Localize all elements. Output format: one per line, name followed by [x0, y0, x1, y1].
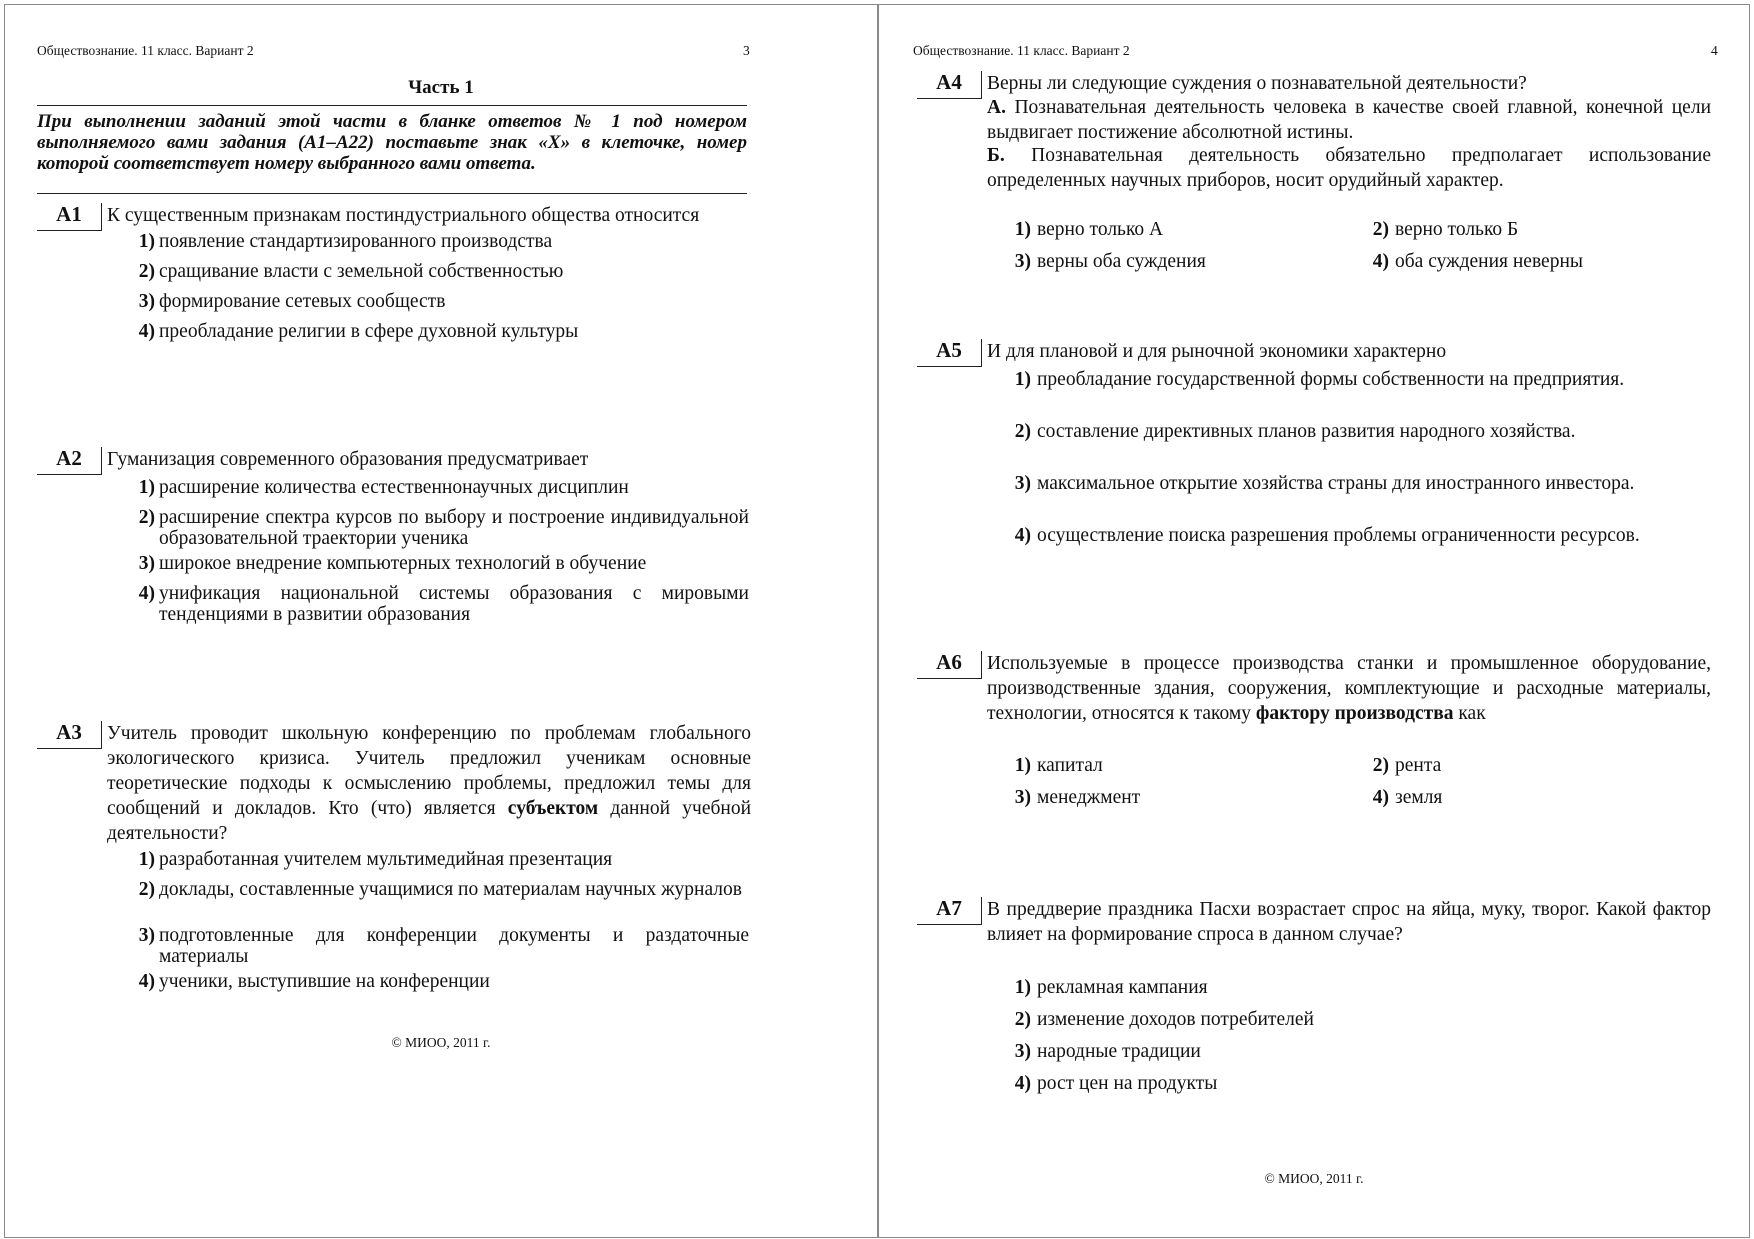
option-number: 1): [1014, 755, 1031, 776]
option-number: 2): [138, 879, 155, 900]
option-text: унификация национальной системы образования с мировыми тенденциями в развитии образования: [159, 583, 749, 625]
option-number: 1): [138, 849, 155, 870]
answer-option: [1005, 1041, 1711, 1063]
answer-option: [129, 583, 749, 625]
answer-option: [129, 291, 749, 313]
page-footer: © МИОО, 2011 г.: [1264, 1171, 1364, 1186]
answer-option: [129, 507, 749, 549]
question-text-part: как: [1458, 703, 1486, 724]
answer-option: [129, 261, 749, 283]
task-label: А4: [917, 71, 982, 99]
option-text: осуществление поиска разрешения проблемы ограниченности ресурсов.: [1037, 525, 1640, 546]
option-text: народные традиции: [1037, 1041, 1201, 1062]
option-number: 2): [1014, 1009, 1031, 1030]
statement-text: Познавательная деятельность обязательно предполагает использование определенных научных приборов, носит орудийный характер.: [987, 145, 1711, 191]
task-a2: [37, 447, 749, 627]
answer-option: [1363, 219, 1663, 241]
option-number: 4): [1372, 787, 1389, 808]
option-number: 4): [138, 583, 155, 604]
option-text: рост цен на продукты: [1037, 1073, 1218, 1094]
divider: [37, 105, 747, 106]
page-header: Обществознание. 11 класс. Вариант 2: [37, 43, 254, 58]
answer-option: [129, 849, 749, 871]
task-a7: [917, 897, 1711, 1157]
answer-option: [1005, 977, 1711, 999]
option-number: 4): [1014, 1073, 1031, 1094]
option-text: верны оба суждения: [1037, 251, 1206, 272]
question-text-part: данной учебной деятельности?: [107, 798, 752, 844]
option-text: подготовленные для конференции документы и раздаточные материалы: [159, 925, 749, 967]
option-text: преобладание государственной формы собственности на предприятия.: [1037, 369, 1625, 390]
answer-option: [129, 879, 749, 921]
answer-option: [129, 477, 749, 499]
task-label: А3: [37, 721, 102, 749]
option-number: 4): [1372, 251, 1389, 272]
question-text: Верны ли следующие суждения о познавательной деятельности?: [987, 73, 1527, 94]
statement-label: А.: [987, 97, 1006, 118]
part-title: Часть 1: [408, 77, 474, 98]
question-text: В преддверие праздника Пасхи возрастает спрос на яйца, муку, творог. Какой фактор влияет на формирование спроса в данном случае?: [987, 899, 1711, 945]
option-number: 3): [1014, 1041, 1031, 1062]
page-number: 4: [1711, 43, 1718, 58]
option-number: 3): [138, 553, 155, 574]
answer-option: [1005, 787, 1305, 809]
option-text: земля: [1395, 787, 1443, 808]
question-emphasis: фактору производства: [1255, 703, 1454, 724]
answer-option: [129, 925, 749, 967]
page-number: 3: [743, 43, 750, 58]
answer-option: [1363, 755, 1663, 777]
question-text-part: Учитель проводит школьную конференцию по проблемам глобального экологического кризиса. Учитель предложил ученикам основные теоретические подходы к осмыслению проблемы, предложил темы для сообщений и докладов. Кто (что) является: [107, 723, 751, 819]
answer-option: [1363, 787, 1663, 809]
answer-option: [1005, 369, 1711, 411]
option-text: сращивание власти с земельной собственностью: [159, 261, 564, 282]
question-text: [987, 651, 1711, 726]
option-number: 1): [138, 477, 155, 498]
statement-b: [987, 143, 1711, 193]
option-number: 2): [1014, 421, 1031, 442]
answer-option: [129, 231, 749, 253]
statement-a: [987, 95, 1711, 145]
question-text: К существенным признакам постиндустриального общества относится: [107, 205, 700, 226]
answer-option: [129, 553, 749, 575]
option-number: 4): [138, 321, 155, 342]
option-number: 1): [1014, 977, 1031, 998]
page-header: Обществознание. 11 класс. Вариант 2: [913, 43, 1130, 58]
option-number: 3): [1014, 787, 1031, 808]
option-number: 3): [1014, 473, 1031, 494]
option-text: расширение количества естественнонаучных дисциплин: [159, 477, 629, 498]
option-number: 3): [1014, 251, 1031, 272]
option-number: 2): [138, 261, 155, 282]
option-text: верно только А: [1037, 219, 1164, 240]
task-label: А1: [37, 203, 102, 231]
option-text: формирование сетевых сообществ: [159, 291, 446, 312]
answer-option: [1005, 525, 1711, 567]
option-text: рента: [1395, 755, 1442, 776]
option-text: разработанная учителем мультимедийная презентация: [159, 849, 613, 870]
option-number: 4): [138, 971, 155, 992]
option-text: оба суждения неверны: [1395, 251, 1583, 272]
answer-option: [1005, 251, 1305, 273]
answer-option: [1005, 755, 1305, 777]
answer-option: [1363, 251, 1663, 273]
option-number: 2): [138, 507, 155, 528]
option-text: максимальное открытие хозяйства страны для иностранного инвестора.: [1037, 473, 1635, 494]
answer-option: [1005, 421, 1711, 463]
question-text: [107, 721, 751, 846]
question-text-part: Используемые в процессе производства станки и промышленное оборудование, производственные здания, сооружения, комплектующие и расходные материалы, технологии, относятся к такому: [987, 653, 1711, 724]
answer-option: [1005, 473, 1711, 515]
option-text: изменение доходов потребителей: [1037, 1009, 1314, 1030]
option-text: широкое внедрение компьютерных технологий в обучение: [159, 553, 647, 574]
answer-option: [1005, 1073, 1711, 1095]
task-a5: [917, 339, 1711, 619]
option-text: преобладание религии в сфере духовной культуры: [159, 321, 579, 342]
statement-text: Познавательная деятельность человека в качестве своей главной, конечной цели выдвигает постижение абсолютной истины.: [987, 97, 1712, 143]
question-emphasis: субъектом: [507, 798, 599, 819]
option-text: доклады, составленные учащимися по материалам научных журналов: [159, 879, 742, 900]
task-a1: [37, 203, 749, 353]
answer-option: [1005, 219, 1305, 241]
statement-label: Б.: [987, 145, 1005, 166]
option-text: рекламная кампания: [1037, 977, 1208, 998]
option-text: капитал: [1037, 755, 1103, 776]
answer-option: [129, 971, 749, 993]
option-text: составление директивных планов развития народного хозяйства.: [1037, 421, 1576, 442]
option-number: 2): [1372, 219, 1389, 240]
task-a6: [917, 651, 1711, 871]
option-number: 3): [138, 291, 155, 312]
option-text: верно только Б: [1395, 219, 1519, 240]
option-number: 1): [1014, 369, 1031, 390]
option-text: расширение спектра курсов по выбору и построение индивидуальной образовательной траектории ученика: [159, 507, 749, 549]
option-text: ученики, выступившие на конференции: [159, 971, 490, 992]
option-number: 2): [1372, 755, 1389, 776]
task-label: А2: [37, 447, 102, 475]
task-label: А7: [917, 897, 982, 925]
option-text: появление стандартизированного производства: [159, 231, 553, 252]
instruction-text: При выполнении заданий этой части в бланке ответов № 1 под номером выполняемого вами задания (А1–А22) поставьте знак «X» в клеточке, номер которой соответствует номеру выбранного вами ответа.: [37, 111, 747, 174]
question-text: И для плановой и для рыночной экономики характерно: [987, 341, 1447, 362]
page-footer: © МИОО, 2011 г.: [391, 1035, 491, 1050]
page-4: [878, 4, 1750, 1238]
task-label: А5: [917, 339, 982, 367]
task-a3: [37, 721, 751, 1011]
divider: [37, 193, 747, 194]
page-3: [4, 4, 878, 1238]
question-text: Гуманизация современного образования предусматривает: [107, 449, 589, 470]
option-text: менеджмент: [1037, 787, 1141, 808]
task-label: А6: [917, 651, 982, 679]
option-number: 1): [1014, 219, 1031, 240]
answer-option: [1005, 1009, 1711, 1031]
option-number: 1): [138, 231, 155, 252]
option-number: 3): [138, 925, 155, 946]
task-a4: [917, 71, 1711, 301]
answer-option: [129, 321, 749, 343]
option-number: 4): [1014, 525, 1031, 546]
